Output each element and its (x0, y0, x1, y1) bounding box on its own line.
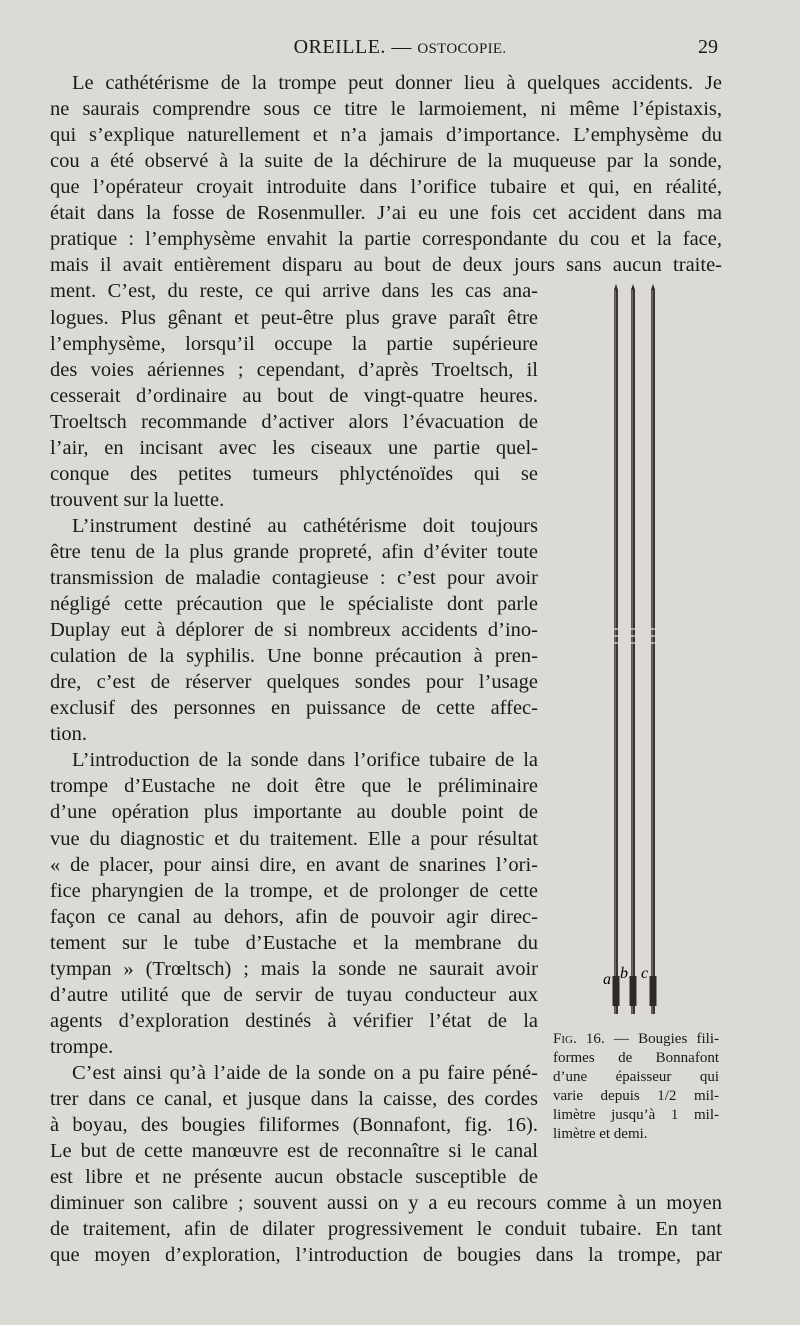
figure-label-b: b (620, 965, 628, 982)
caption-figure-label: Fig. 16. (553, 1031, 605, 1047)
text-line: négligé cette précaution que le spécialiste dont parle (50, 593, 538, 615)
caption-line: varie depuis 1/2 mil- (553, 1088, 719, 1104)
text-line: exclusif des personnes en puissance de cette affec- (50, 697, 538, 720)
text-line: être tenu de la plus grande propreté, afin d’éviter toute (50, 540, 538, 563)
caption-line: limètre jusqu’à 1 mil- (553, 1107, 719, 1123)
text-line: trompe d’Eustache ne doit être que le préliminaire (50, 775, 538, 798)
text-line: mais il avait entièrement disparu au bout de deux jours sans aucun traite- (50, 254, 722, 277)
running-title-separator: — (391, 36, 412, 58)
text-line: est libre et ne présente aucun obstacle susceptible de (50, 1166, 538, 1189)
text-line: ment. C’est, du reste, ce qui arrive dans les cas ana- (50, 280, 538, 303)
caption-line: d’une épaisseur qui (553, 1069, 719, 1085)
text-line: Le cathétérisme de la trompe peut donner lieu à quelques accidents. Je (72, 72, 722, 94)
text-line: agents d’exploration destinés à vérifier l’état de la (50, 1009, 538, 1032)
text-line: des voies aériennes ; cependant, d’après Troeltsch, il (50, 358, 538, 381)
text-line: dre, c’est de réserver quelques sondes pour l’usage (50, 671, 538, 694)
figure-label-a: a (603, 971, 611, 988)
text-line: Troeltsch recommande d’activer alors l’évacuation de (50, 410, 538, 433)
caption-dash: — (613, 1031, 629, 1047)
running-title-main: OREILLE. (293, 36, 386, 58)
text-line: l’emphysème, lorsqu’il occupe la partie supérieure (50, 332, 538, 355)
caption-line: formes de Bonnafont (553, 1050, 719, 1066)
text-line: Le but de cette manœuvre est de reconnaître si le canal (50, 1140, 538, 1162)
figure-label-c: c (641, 965, 649, 982)
text-line: tion. (50, 723, 88, 746)
text-line: L’instrument destiné au cathétérisme doit toujours (72, 514, 538, 537)
text-line: cou a été observé à la suite de la déchirure de la muqueuse par la sonde, (50, 150, 722, 173)
text-line: ne saurais comprendre sous ce titre le larmoiement, ni même l’épistaxis, (50, 98, 722, 120)
text-line: l’air, en incisant avec les ciseaux une partie quel- (50, 436, 538, 459)
running-title-subtitle: OSTOCOPIE. (417, 41, 507, 57)
text-line: « de placer, pour ainsi dire, en avant de snarines l’ori- (50, 853, 538, 876)
running-title (0, 36, 800, 59)
text-line: façon ce canal au dehors, afin de pouvoir agir direc- (50, 905, 538, 928)
text-line: que moyen d’exploration, l’introduction de bougies dans la trompe, par (50, 1244, 722, 1267)
text-line: transmission de maladie contagieuse : c’est pour avoir (50, 567, 538, 589)
text-line: trouvent sur la luette. (50, 488, 225, 511)
caption-text: Bougies fili- (638, 1031, 719, 1047)
bougie-a (613, 284, 620, 1014)
caption-line: limètre et demi. (553, 1126, 648, 1142)
running-head (0, 36, 800, 66)
text-line: vue du diagnostic et du traitement. Elle a pour résultat (50, 827, 538, 850)
text-line: tympan » (Trœltsch) ; mais la sonde ne saurait avoir (50, 957, 538, 980)
text-line: qui s’explique naturellement et n’a jamais d’importance. L’emphysème du (50, 124, 722, 147)
text-line: de traitement, afin de dilater progressivement le conduit tubaire. En tant (50, 1218, 722, 1241)
text-line: d’autre utilité que de servir de tuyau conducteur aux (50, 983, 538, 1006)
text-line: trompe. (50, 1035, 114, 1058)
text-line: tement sur le tube d’Eustache et la membrane du (50, 931, 538, 954)
text-line: Duplay eut à déplorer de si nombreux accidents d’ino- (50, 619, 538, 642)
figure-16-filiform-bougies (596, 284, 676, 1024)
text-line: trer dans ce canal, et jusque dans la caisse, des cordes (50, 1088, 538, 1110)
text-line: était dans la fosse de Rosenmuller. J’ai eu une fois cet accident dans ma (50, 202, 722, 225)
text-line: logues. Plus gênant et peut-être plus grave paraît être (50, 306, 538, 329)
text-line: que l’opérateur croyait introduite dans l’orifice tubaire et qui, en réalité, (50, 176, 722, 199)
text-line: à boyau, des bougies filiformes (Bonnafont, fig. 16). (50, 1114, 538, 1136)
text-line: conque des petites tumeurs phlycténoïdes qui se (50, 462, 538, 485)
page-number: 29 (698, 36, 718, 58)
text-line: pratique : l’emphysème envahit la partie correspondante du cou et la face, (50, 228, 722, 251)
text-line: culation de la syphilis. Une bonne précaution à pren- (50, 645, 538, 668)
text-line: cesserait d’ordinaire au bout de vingt-quatre heures. (50, 384, 538, 407)
text-line: diminuer son calibre ; souvent aussi on y a eu recours comme à un moyen (50, 1192, 722, 1215)
text-line: C’est ainsi qu’à l’aide de la sonde on a pu faire péné- (72, 1061, 538, 1084)
text-line: fice pharyngien de la trompe, et de prolonger de cette (50, 879, 538, 902)
bougie-b (630, 284, 637, 1014)
text-line: L’introduction de la sonde dans l’orifice tubaire de la (72, 749, 538, 772)
bougie-c (650, 284, 657, 1014)
caption-line (553, 1030, 719, 1049)
text-line: d’une opération plus importante au double point de (50, 801, 538, 824)
